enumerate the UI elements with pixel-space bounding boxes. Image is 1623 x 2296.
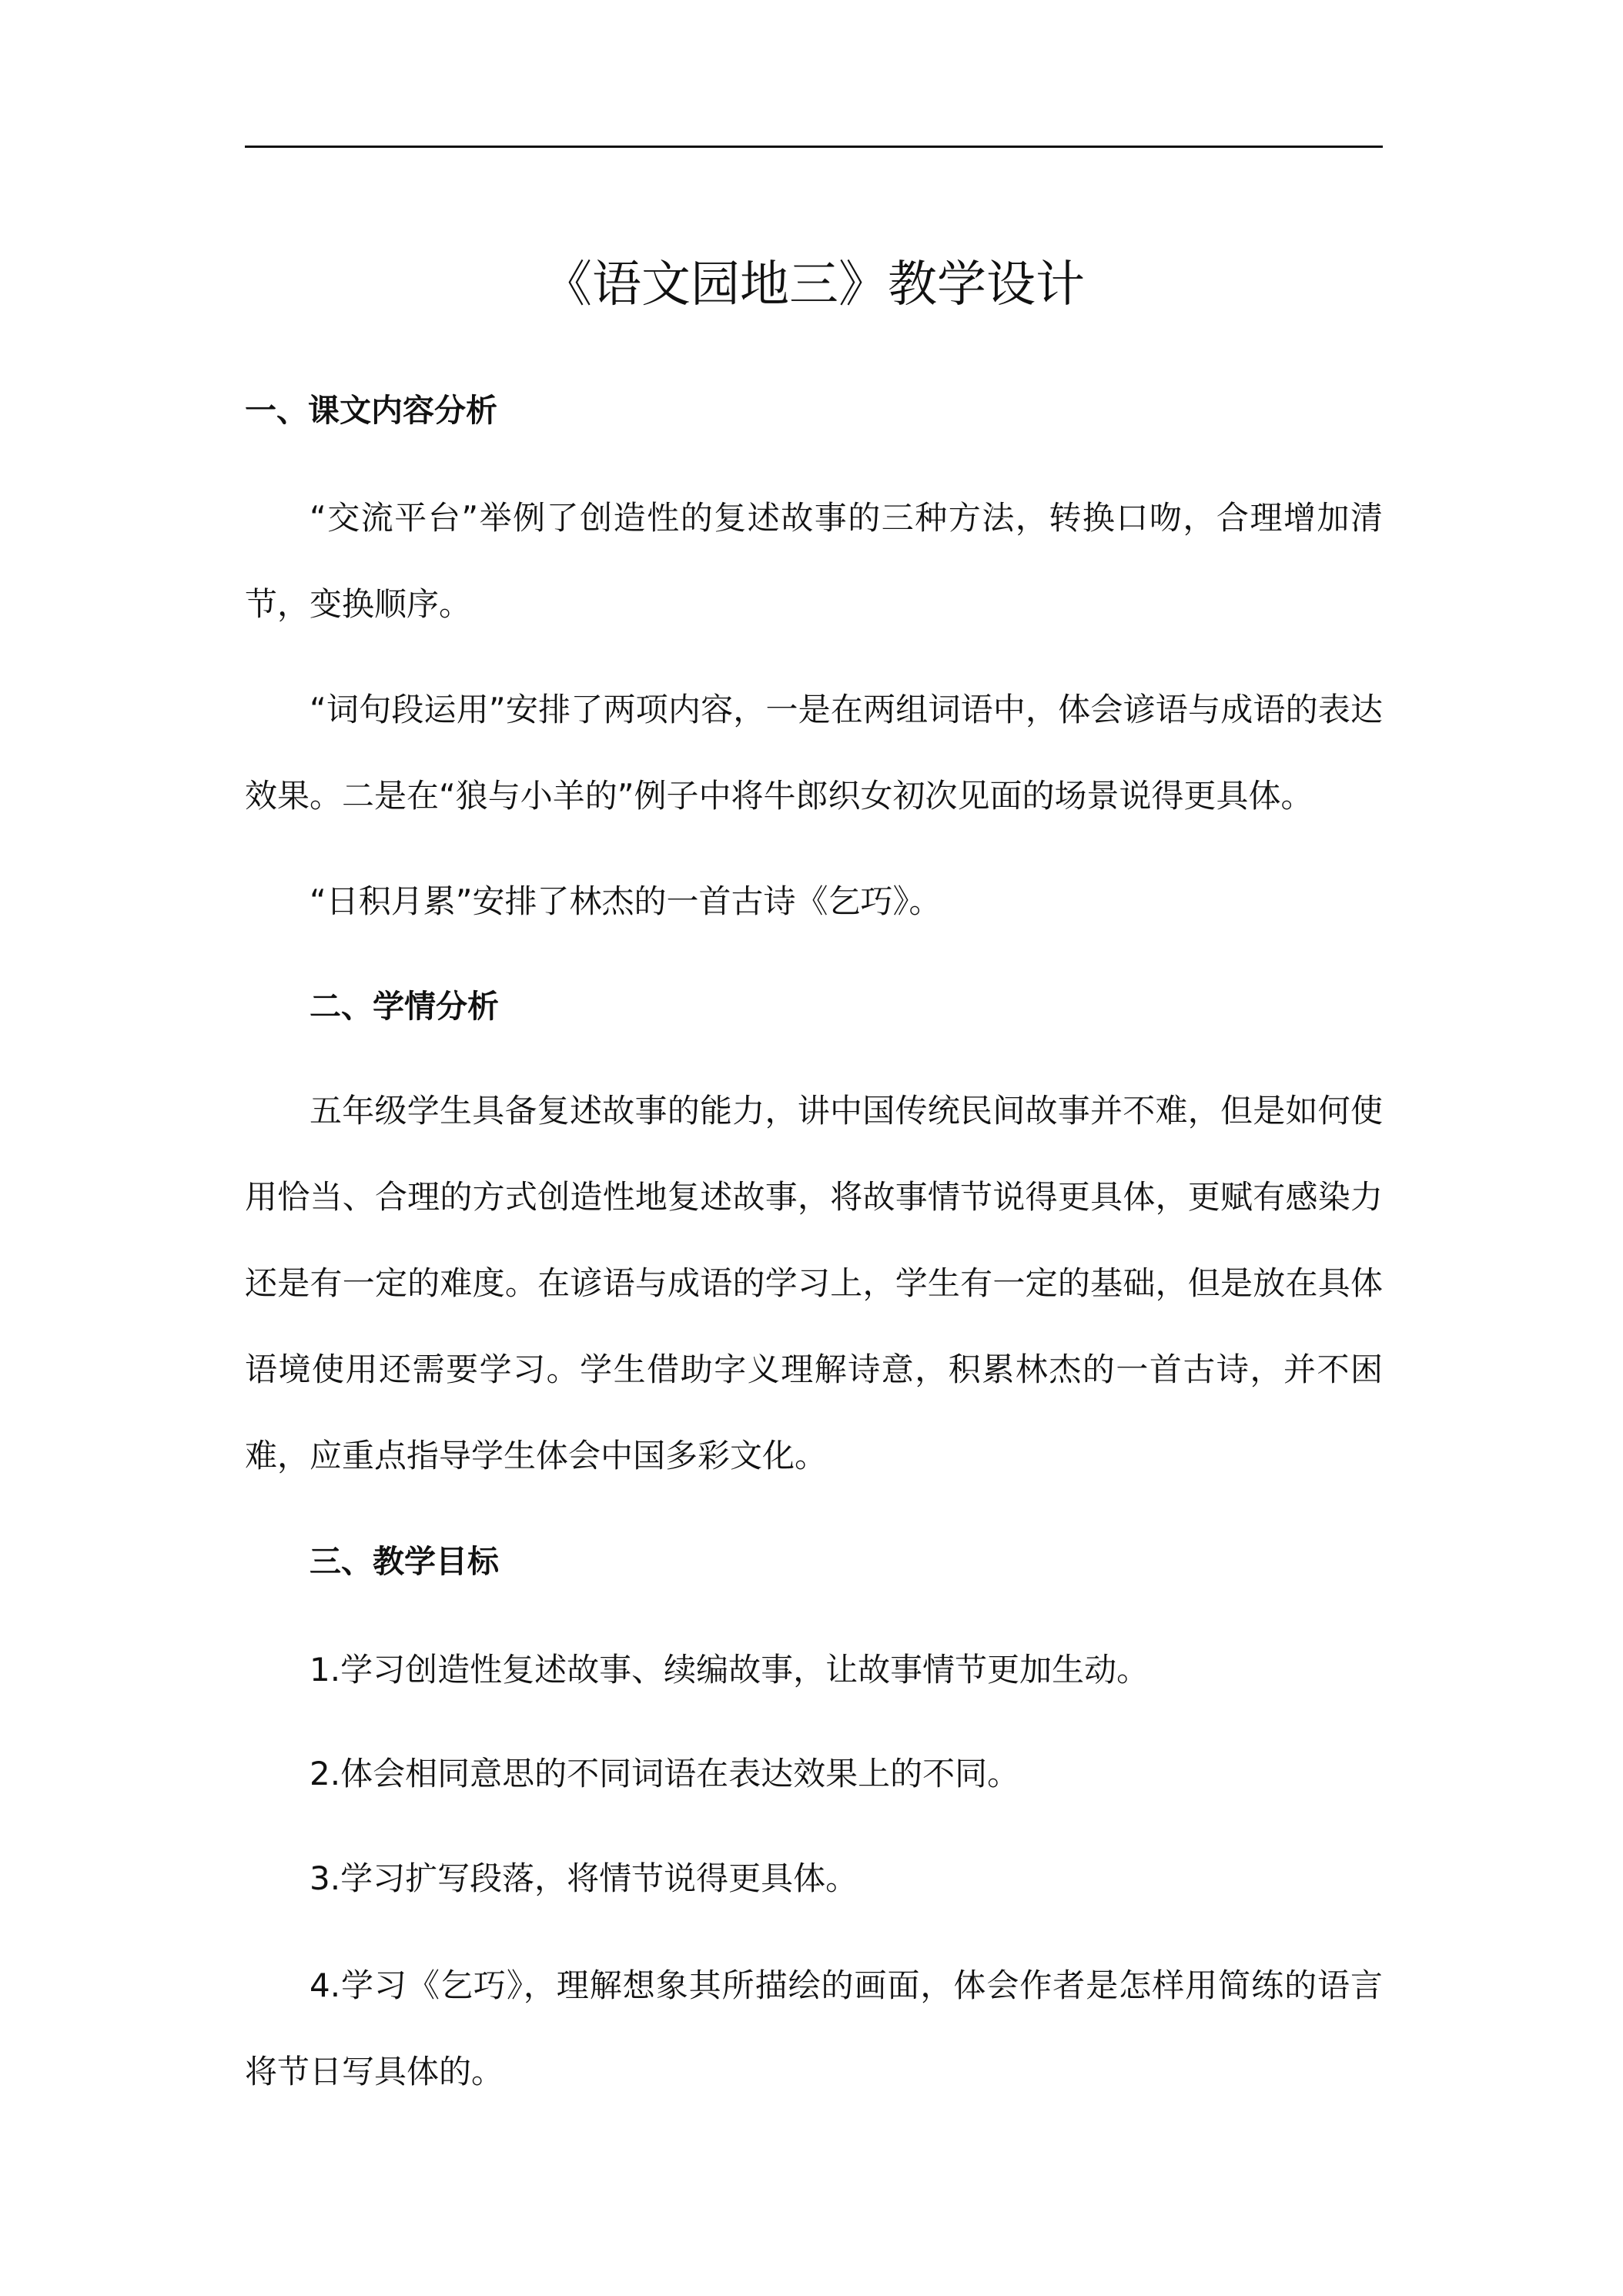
paragraph-student-analysis: 五年级学生具备复述故事的能力，讲中国传统民间故事并不难，但是如何使用恰当、合理的方式创造性地复述故事，将故事情节说得更具体，更赋有感染力还是有一定的难度。在谚语与成语的学习上，学生有一定的基础，但是放在具体语境使用还需要学习。学生借助字义理解诗意，积累林杰的一首古诗，并不困难，应重点指导学生体会中国多彩文化。 <box>245 1092 1383 1474</box>
section-heading-student-analysis: 二、学情分析 <box>310 988 499 1025</box>
paragraph-word-sentence-usage: “词句段运用”安排了两项内容，一是在两组词语中，体会谚语与成语的表达效果。二是在“狼与小羊的”例子中将牛郎织女初次见面的场景说得更具体。 <box>245 691 1383 815</box>
header-rule <box>245 146 1383 148</box>
goal-item-3: 3.学习扩写段落，将情节说得更具体。 <box>310 1859 858 1897</box>
goal-item-2: 2.体会相同意思的不同词语在表达效果上的不同。 <box>310 1755 1020 1792</box>
section-heading-content-analysis: 一、课文内容分析 <box>245 392 497 429</box>
goal-item-1: 1.学习创造性复述故事、续编故事，让故事情节更加生动。 <box>310 1651 1149 1689</box>
document-title: 《语文园地三》教学设计 <box>543 256 1085 313</box>
paragraph-exchange-platform: “交流平台”举例了创造性的复述故事的三种方法，转换口吻，合理增加清节，变换顺序。 <box>245 499 1383 623</box>
goal-item-4: 4.学习《乞巧》，理解想象其所描绘的画面，体会作者是怎样用简练的语言将节日写具体的。 <box>245 1966 1383 2090</box>
section-heading-teaching-goals: 三、教学目标 <box>310 1543 499 1580</box>
paragraph-daily-accumulation: “日积月累”安排了林杰的一首古诗《乞巧》。 <box>310 882 942 920</box>
